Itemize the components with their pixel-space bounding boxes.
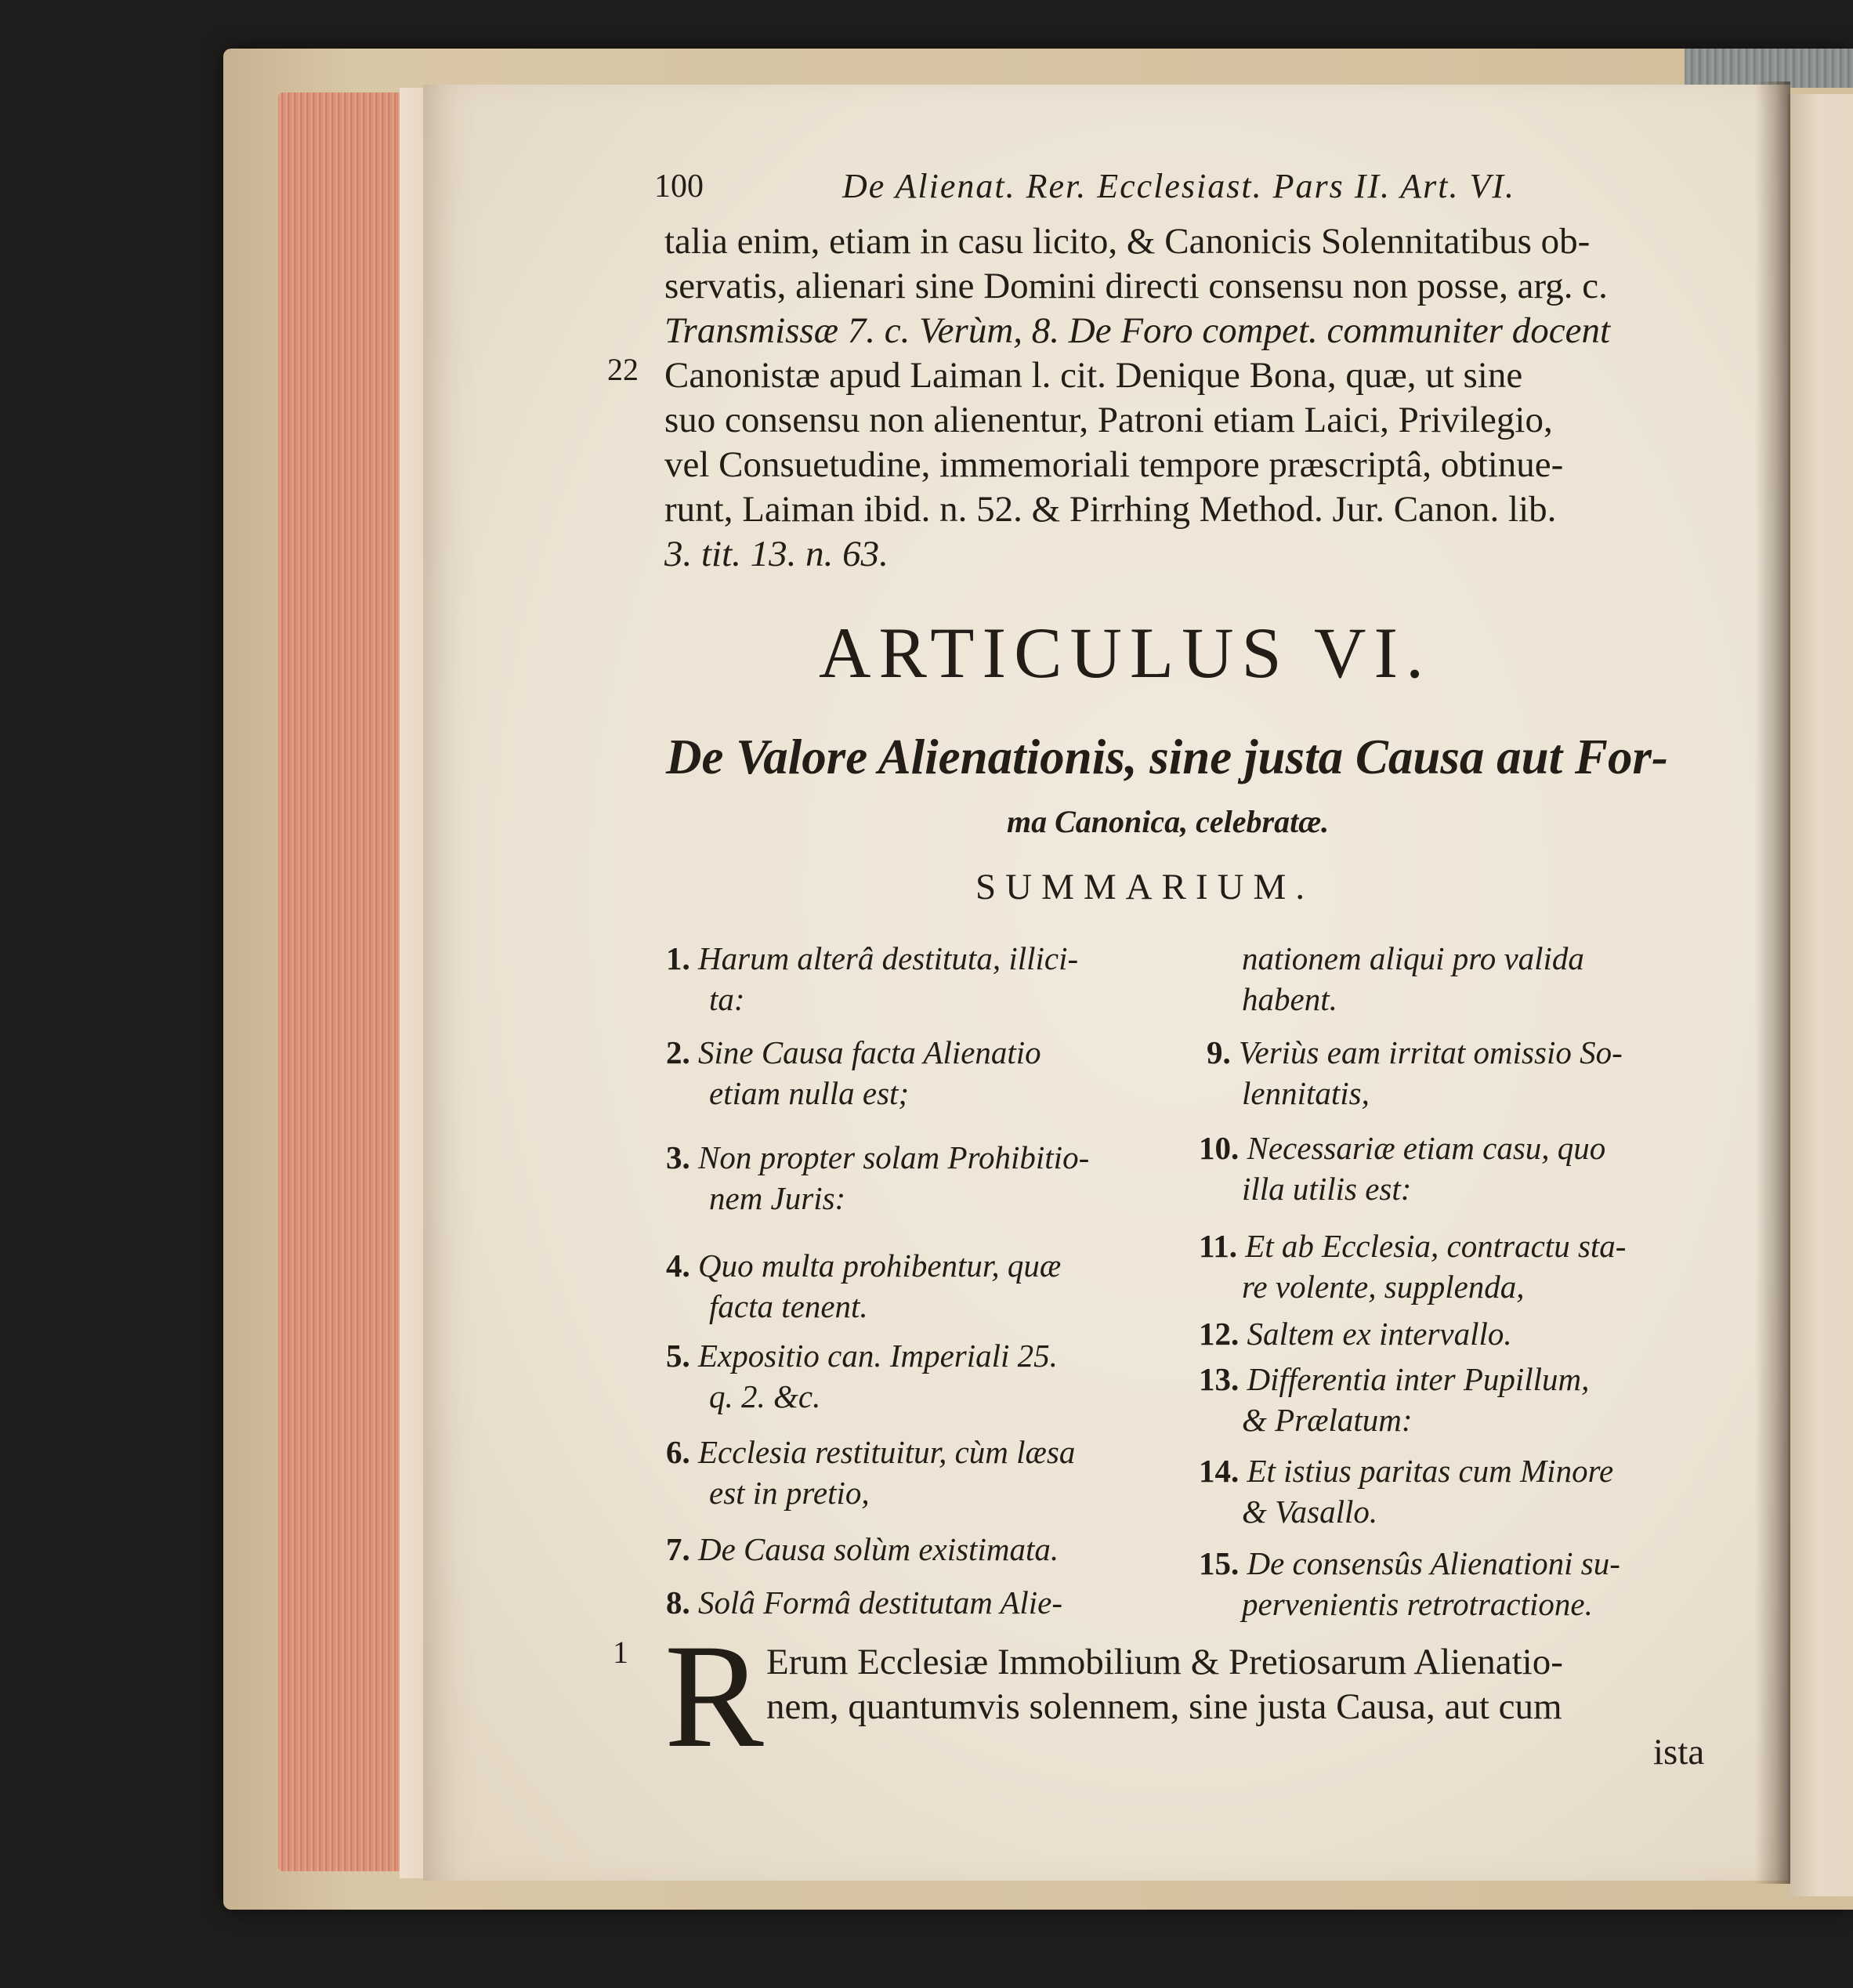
summary-item-4 <box>666 1246 1061 1285</box>
summary-item-14-cont: & Vasallo. <box>1242 1494 1378 1530</box>
item-text: Expositio can. Imperiali 25. <box>698 1338 1058 1374</box>
text-line: Erum Ecclesiæ Immobilium & Pretiosarum Alienatio- <box>766 1642 1563 1682</box>
summary-item-7 <box>666 1530 1059 1569</box>
summary-item-6 <box>666 1432 1075 1472</box>
item-text: Ecclesia restituitur, cùm læsa <box>698 1434 1076 1470</box>
summary-item-6-cont: est in pretio, <box>709 1475 870 1511</box>
summary-item-11-cont: re volente, supplenda, <box>1242 1269 1525 1305</box>
summary-item-1 <box>666 939 1078 978</box>
page-number: 100 <box>654 168 704 205</box>
gutter-shadow <box>1755 81 1790 1884</box>
summary-item-2-cont: etiam nulla est; <box>709 1075 910 1111</box>
summary-item-15-cont: pervenientis retrotractione. <box>1242 1586 1593 1622</box>
item-text: Differentia inter Pupillum, <box>1247 1361 1590 1397</box>
summary-item-13 <box>1199 1360 1589 1399</box>
text-line: nem, quantumvis solennem, sine justa Causa, aut cum <box>766 1686 1562 1727</box>
item-number: 8. <box>666 1584 690 1620</box>
item-number: 2. <box>666 1034 690 1070</box>
article-subtitle-line2: ma Canonica, celebratæ. <box>1007 804 1330 839</box>
catchword: ista <box>1653 1732 1705 1773</box>
summary-heading: SUMMARIUM. <box>975 867 1315 907</box>
item-number: 6. <box>666 1434 690 1470</box>
item-number: 1. <box>666 940 690 976</box>
item-number: 15. <box>1199 1545 1240 1581</box>
summary-item-15 <box>1199 1544 1620 1583</box>
summary-item-11 <box>1199 1226 1626 1266</box>
summary-item-14 <box>1199 1451 1613 1490</box>
item-number: 11. <box>1199 1228 1237 1264</box>
summary-item-10-cont: illa utilis est: <box>1242 1171 1412 1207</box>
item-text: Necessariæ etiam casu, quo <box>1247 1130 1606 1166</box>
running-title: De Alienat. Rer. Ecclesiast. Pars II. Art. VI. <box>842 167 1516 205</box>
item-text: Et istius paritas cum Minore <box>1247 1453 1614 1489</box>
text-line: Transmissæ 7. c. Verùm, 8. De Foro compet. communiter docent <box>664 310 1611 351</box>
text-line: suo consensu non alienentur, Patroni etiam Laici, Privilegio, <box>664 400 1553 440</box>
text-line: runt, Laiman ibid. n. 52. & Pirrhing Method. Jur. Canon. lib. <box>664 489 1557 530</box>
summary-item-3-cont: nem Juris: <box>709 1180 846 1216</box>
item-text: De consensûs Alienationi su- <box>1247 1545 1620 1581</box>
summary-item-13-cont: & Prælatum: <box>1242 1402 1413 1438</box>
item-text: Sine Causa facta Alienatio <box>698 1034 1041 1070</box>
text-line: servatis, alienari sine Domini directi consensu non posse, arg. c. <box>664 266 1608 306</box>
summary-item-5 <box>666 1336 1058 1375</box>
summary-item-10 <box>1199 1128 1605 1168</box>
text-line: Canonistæ apud Laiman l. cit. Denique Bona, quæ, ut sine <box>664 355 1523 396</box>
summary-item-1-cont: ta: <box>709 981 745 1017</box>
item-number: 12. <box>1199 1316 1240 1352</box>
article-heading: ARTICULUS VI. <box>819 613 1432 693</box>
item-text: Non propter solam Prohibitio- <box>698 1139 1090 1175</box>
item-text: Harum alterâ destituta, illici- <box>698 940 1079 976</box>
summary-item-5-cont: q. 2. &c. <box>709 1378 821 1414</box>
item-number: 13. <box>1199 1361 1240 1397</box>
item-number: 7. <box>666 1531 690 1567</box>
summary-item-8-cont2: habent. <box>1242 981 1337 1017</box>
summary-item-9-cont: lennitatis, <box>1242 1075 1370 1111</box>
article-subtitle-line1: De Valore Alienationis, sine justa Causa aut For- <box>666 730 1668 784</box>
summary-item-4-cont: facta tenent. <box>709 1288 868 1324</box>
item-number: 4. <box>666 1247 690 1284</box>
margin-number-1: 1 <box>613 1635 628 1670</box>
margin-number-22: 22 <box>607 352 639 387</box>
facing-page <box>1788 94 1853 1896</box>
item-text: Et ab Ecclesia, contractu sta- <box>1245 1228 1627 1264</box>
summary-item-8-cont: nationem aliqui pro valida <box>1242 940 1584 976</box>
summary-item-3 <box>666 1138 1089 1177</box>
item-number: 5. <box>666 1338 690 1374</box>
summary-item-12 <box>1199 1314 1512 1353</box>
item-text: Quo multa prohibentur, quæ <box>698 1247 1062 1284</box>
item-text: De Causa solùm existimata. <box>698 1531 1059 1567</box>
summary-item-2 <box>666 1033 1041 1072</box>
item-number: 3. <box>666 1139 690 1175</box>
text-line: vel Consuetudine, immemoriali tempore præscriptâ, obtinue- <box>664 444 1564 485</box>
item-text: Veriùs eam irritat omissio So- <box>1239 1034 1623 1070</box>
item-number: 10. <box>1199 1130 1240 1166</box>
item-text: Solâ Formâ destitutam Alie- <box>698 1584 1063 1620</box>
item-number: 9. <box>1207 1034 1231 1070</box>
text-line: 3. tit. 13. n. 63. <box>664 534 888 574</box>
summary-item-9 <box>1207 1033 1623 1072</box>
drop-cap: R <box>664 1614 764 1779</box>
item-text: Saltem ex intervallo. <box>1247 1316 1512 1352</box>
text-line: talia enim, etiam in casu licito, & Canonicis Solennitatibus ob- <box>664 221 1591 262</box>
item-number: 14. <box>1199 1453 1240 1489</box>
